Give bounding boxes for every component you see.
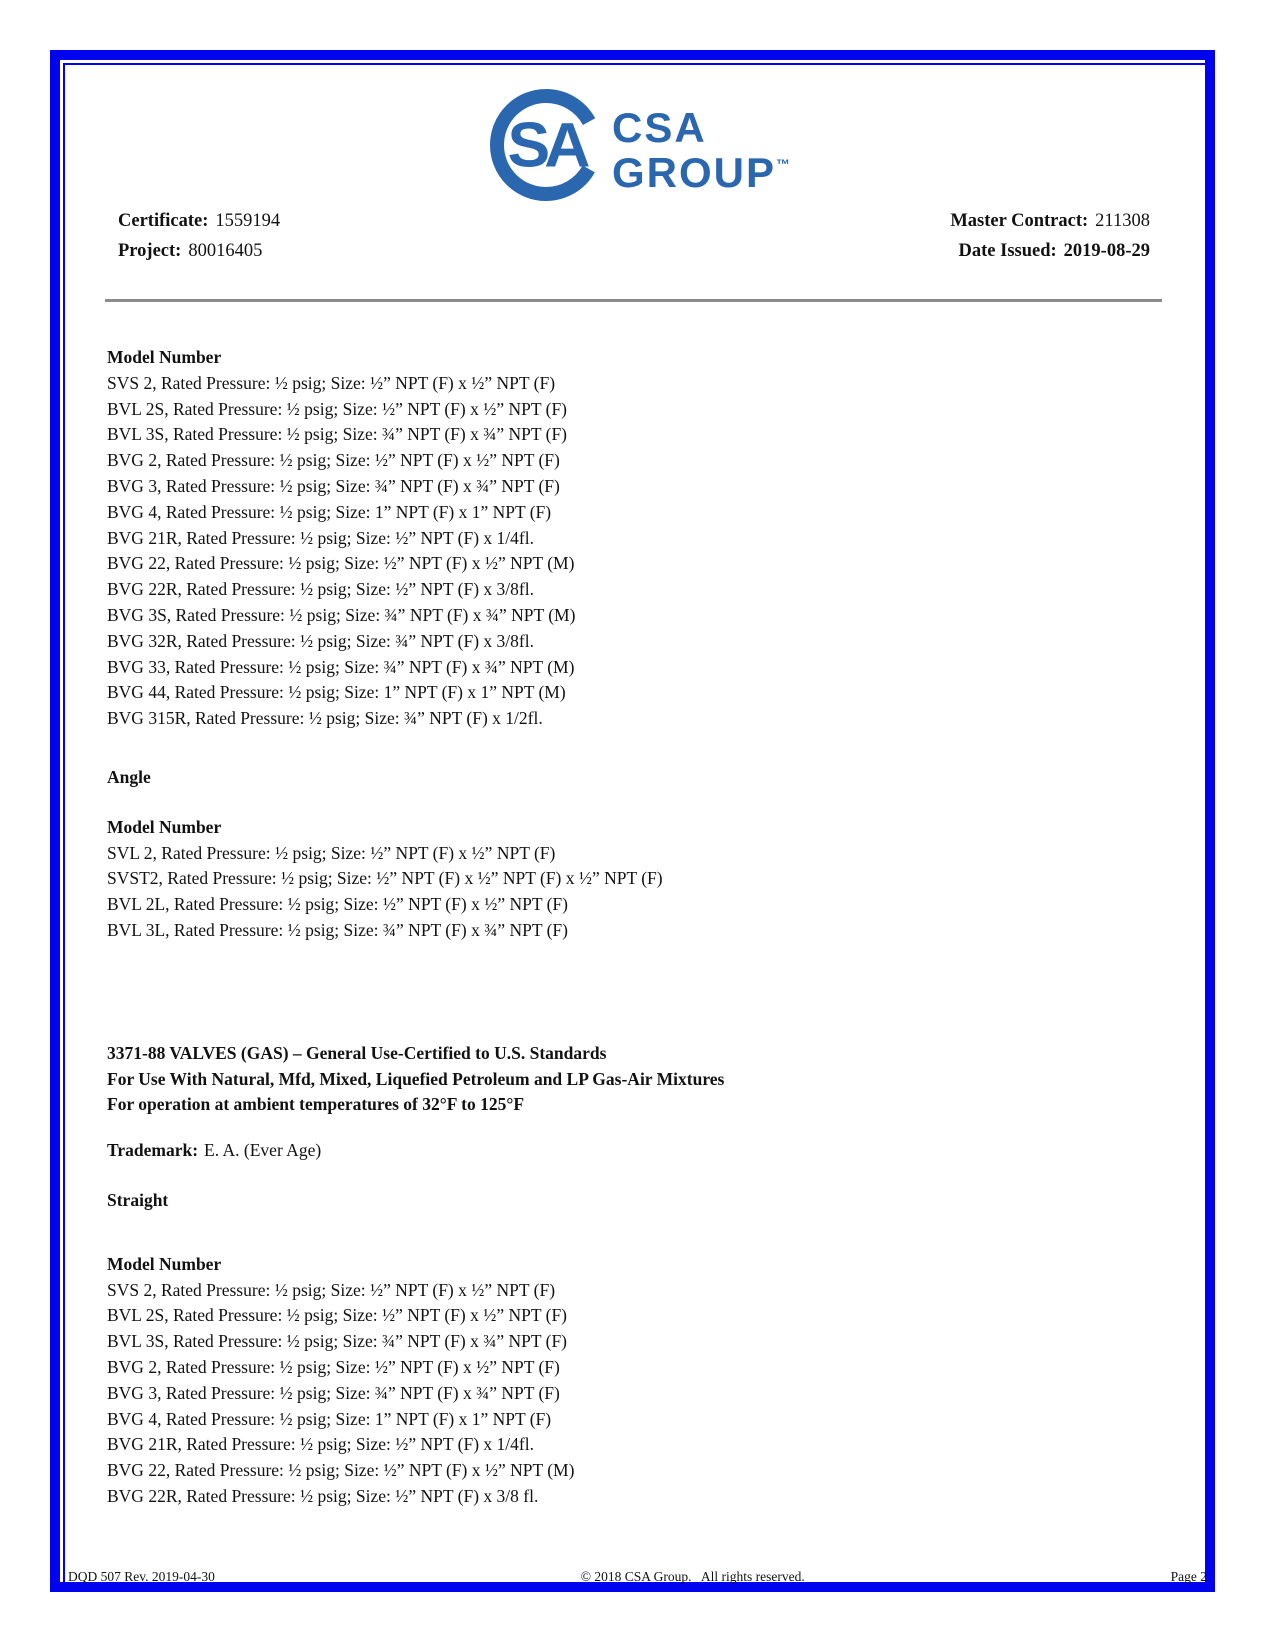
trademark-symbol: ™ bbox=[776, 156, 791, 172]
project-label: Project: bbox=[118, 240, 182, 261]
model-line: BVG 44, Rated Pressure: ½ psig; Size: 1” NPT (F) x 1” NPT (M) bbox=[107, 682, 566, 703]
page-footer bbox=[68, 1567, 1207, 1587]
csa-group-logo bbox=[487, 86, 790, 204]
document-body bbox=[107, 345, 1137, 1510]
model-number-heading-2: Model Number bbox=[107, 816, 222, 837]
model-line: SVS 2, Rated Pressure: ½ psig; Size: ½” NPT (F) x ½” NPT (F) bbox=[107, 1279, 556, 1300]
model-line: BVG 32R, Rated Pressure: ½ psig; Size: ¾” NPT (F) x 3/8fl. bbox=[107, 630, 534, 651]
model-number-heading-3: Model Number bbox=[107, 1253, 222, 1274]
footer-page-number: Page 2 bbox=[1170, 1569, 1207, 1584]
model-line: BVL 2L, Rated Pressure: ½ psig; Size: ½” NPT (F) x ½” NPT (F) bbox=[107, 894, 568, 915]
gas-valves-title-line2: For Use With Natural, Mfd, Mixed, Liquefied Petroleum and LP Gas-Air Mixtures bbox=[107, 1068, 725, 1089]
certificate-info-block bbox=[118, 207, 280, 266]
footer-doc-revision: DQD 507 Rev. 2019-04-30 bbox=[68, 1569, 215, 1584]
gas-valves-title-line3: For operation at ambient temperatures of 32°F to 125°F bbox=[107, 1094, 525, 1115]
model-line: BVG 3, Rated Pressure: ½ psig; Size: ¾” NPT (F) x ¾” NPT (F) bbox=[107, 1382, 560, 1403]
footer-copyright: © 2018 CSA Group. All rights reserved. bbox=[580, 1569, 805, 1584]
model-line: BVG 22, Rated Pressure: ½ psig; Size: ½” NPT (F) x ½” NPT (M) bbox=[107, 1460, 575, 1481]
master-contract-value: 211308 bbox=[1095, 211, 1150, 231]
project-line bbox=[118, 237, 280, 267]
master-contract-line bbox=[950, 207, 1150, 237]
master-contract-label: Master Contract: bbox=[950, 211, 1089, 231]
model-line: BVG 21R, Rated Pressure: ½ psig; Size: ½” NPT (F) x 1/4fl. bbox=[107, 1434, 534, 1455]
trademark-value: E. A. (Ever Age) bbox=[204, 1140, 322, 1161]
model-line: BVL 3S, Rated Pressure: ½ psig; Size: ¾” NPT (F) x ¾” NPT (F) bbox=[107, 424, 568, 445]
certificate-line bbox=[118, 207, 280, 237]
contract-info-block bbox=[950, 207, 1150, 266]
gas-valves-title-line1: 3371-88 VALVES (GAS) – General Use-Certified to U.S. Standards bbox=[107, 1042, 607, 1063]
model-line: SVL 2, Rated Pressure: ½ psig; Size: ½” NPT (F) x ½” NPT (F) bbox=[107, 842, 556, 863]
model-list-3 bbox=[107, 1278, 1137, 1510]
header-divider bbox=[105, 299, 1162, 302]
model-line: SVS 2, Rated Pressure: ½ psig; Size: ½” NPT (F) x ½” NPT (F) bbox=[107, 372, 556, 393]
logo-text-csa: CSA bbox=[612, 104, 707, 151]
logo-wordmark bbox=[612, 104, 791, 196]
model-list-2 bbox=[107, 841, 1137, 944]
model-line: SVST2, Rated Pressure: ½ psig; Size: ½” NPT (F) x ½” NPT (F) x ½” NPT (F) bbox=[107, 868, 663, 889]
project-value: 80016405 bbox=[188, 240, 263, 261]
model-line: BVG 22R, Rated Pressure: ½ psig; Size: ½” NPT (F) x 3/8fl. bbox=[107, 579, 534, 600]
svg-text:SA: SA bbox=[507, 111, 585, 181]
model-number-heading-1: Model Number bbox=[107, 347, 222, 367]
model-line: BVL 2S, Rated Pressure: ½ psig; Size: ½” NPT (F) x ½” NPT (F) bbox=[107, 1305, 568, 1326]
model-line: BVL 3S, Rated Pressure: ½ psig; Size: ¾” NPT (F) x ¾” NPT (F) bbox=[107, 1331, 568, 1352]
model-line: BVG 2, Rated Pressure: ½ psig; Size: ½” NPT (F) x ½” NPT (F) bbox=[107, 1356, 560, 1377]
model-line: BVL 2S, Rated Pressure: ½ psig; Size: ½” NPT (F) x ½” NPT (F) bbox=[107, 398, 568, 419]
certificate-label: Certificate: bbox=[118, 211, 209, 231]
trademark-line bbox=[107, 1138, 1137, 1164]
model-line: BVG 4, Rated Pressure: ½ psig; Size: 1” NPT (F) x 1” NPT (F) bbox=[107, 1408, 552, 1429]
gas-valves-section-title bbox=[107, 1041, 1137, 1118]
angle-heading: Angle bbox=[107, 766, 151, 787]
model-line: BVG 2, Rated Pressure: ½ psig; Size: ½” NPT (F) x ½” NPT (F) bbox=[107, 450, 560, 471]
date-issued-value: 2019-08-29 bbox=[1063, 240, 1150, 261]
model-line: BVG 315R, Rated Pressure: ½ psig; Size: ¾” NPT (F) x 1/2fl. bbox=[107, 708, 543, 729]
model-line: BVG 4, Rated Pressure: ½ psig; Size: 1” NPT (F) x 1” NPT (F) bbox=[107, 501, 552, 522]
date-issued-label: Date Issued: bbox=[958, 240, 1057, 261]
model-line: BVG 33, Rated Pressure: ½ psig; Size: ¾” NPT (F) x ¾” NPT (M) bbox=[107, 656, 575, 677]
trademark-label: Trademark: bbox=[107, 1140, 199, 1161]
logo-text-group: GROUP™ bbox=[612, 149, 791, 196]
csa-monogram-icon bbox=[487, 86, 605, 204]
model-line: BVG 3S, Rated Pressure: ½ psig; Size: ¾” NPT (F) x ¾” NPT (M) bbox=[107, 604, 576, 625]
model-list-1 bbox=[107, 371, 1137, 732]
model-line: BVG 21R, Rated Pressure: ½ psig; Size: ½” NPT (F) x 1/4fl. bbox=[107, 527, 534, 548]
model-line: BVG 22R, Rated Pressure: ½ psig; Size: ½” NPT (F) x 3/8 fl. bbox=[107, 1485, 539, 1506]
date-issued-line bbox=[950, 237, 1150, 267]
model-line: BVL 3L, Rated Pressure: ½ psig; Size: ¾” NPT (F) x ¾” NPT (F) bbox=[107, 919, 568, 940]
certificate-value: 1559194 bbox=[215, 211, 281, 231]
model-line: BVG 22, Rated Pressure: ½ psig; Size: ½” NPT (F) x ½” NPT (M) bbox=[107, 553, 575, 574]
straight-heading: Straight bbox=[107, 1189, 169, 1210]
model-line: BVG 3, Rated Pressure: ½ psig; Size: ¾” NPT (F) x ¾” NPT (F) bbox=[107, 475, 560, 496]
